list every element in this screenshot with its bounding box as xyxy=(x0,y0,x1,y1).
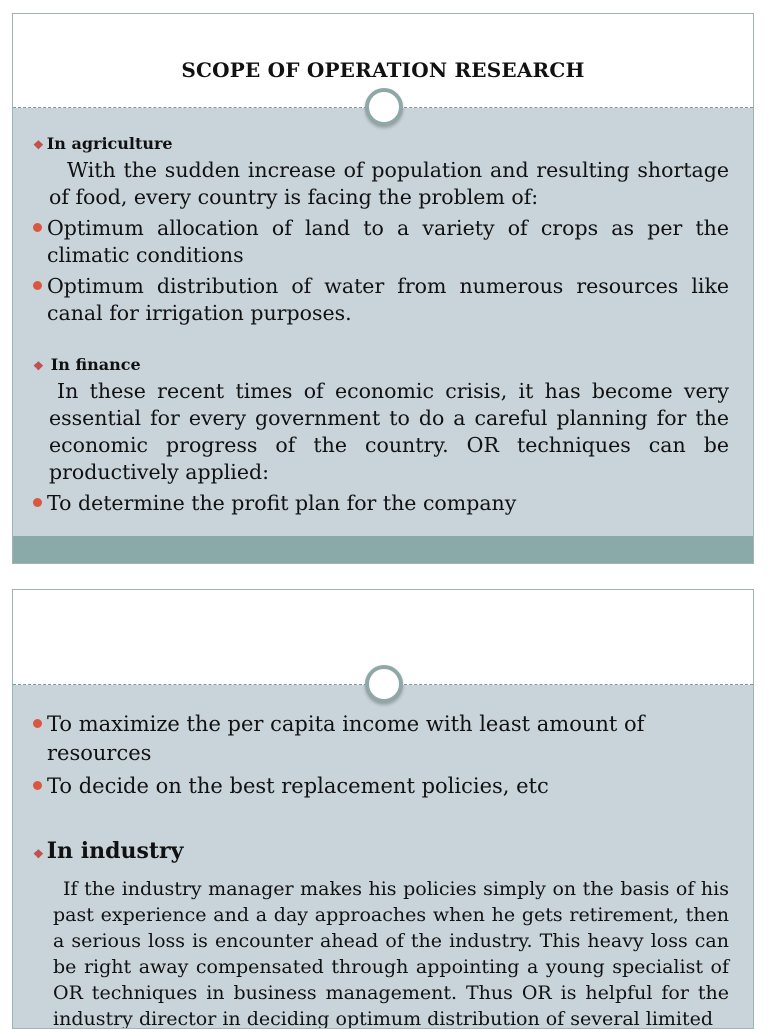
diamond-bullet-icon: ❖ xyxy=(33,359,44,373)
slide-1 xyxy=(12,13,754,564)
section-heading xyxy=(33,837,729,868)
footer-band xyxy=(13,536,753,563)
list-item xyxy=(33,772,729,801)
round-bullet-icon xyxy=(33,281,42,290)
section-intro: In these recent times of economic crisis, it has become very essential for every government to do a careful planning for the economic progress of the country. OR techniques can be productively applied: xyxy=(49,379,729,484)
list-item-text: To determine the profit plan for the company xyxy=(47,491,517,515)
round-bullet-icon xyxy=(33,498,42,507)
list-item xyxy=(33,490,729,517)
section-heading xyxy=(33,353,729,378)
round-bullet-icon xyxy=(33,719,42,728)
section-intro: If the industry manager makes his policies simply on the basis of his past experience and a day approaches when he gets retirement, then a serious loss is encounter ahead of the industry. This heavy loss can be right away compensated through appointing a young specialist of OR techniques in business management. Thus OR is helpful for the industry director in deciding optimum distribution of several limited xyxy=(53,878,729,1029)
list-item-text: Optimum distribution of water from numerous resources like canal for irrigation purposes. xyxy=(47,274,729,325)
list-item xyxy=(33,710,729,768)
round-bullet-icon xyxy=(33,781,42,790)
section-heading xyxy=(33,132,729,157)
ring-icon xyxy=(365,88,403,126)
list-item-text: Optimum allocation of land to a variety of crops as per the climatic conditions xyxy=(47,216,729,267)
slide-content xyxy=(33,132,729,517)
list-item xyxy=(33,215,729,269)
ring-icon xyxy=(365,665,403,703)
slide-2 xyxy=(12,589,754,1029)
slide-title: SCOPE OF OPERATION RESEARCH xyxy=(181,58,585,82)
slide-content xyxy=(33,710,729,1029)
list-item-text: To maximize the per capita income with least amount of resources xyxy=(47,712,645,765)
round-bullet-icon xyxy=(33,223,42,232)
list-item xyxy=(33,273,729,327)
list-item-text: To decide on the best replacement policies, etc xyxy=(47,774,549,798)
section-heading-text: In finance xyxy=(50,355,141,374)
section-heading-text: In agriculture xyxy=(46,134,173,153)
section-heading-text: In industry xyxy=(46,838,184,864)
diamond-bullet-icon: ❖ xyxy=(33,847,44,861)
section-intro: With the sudden increase of population and resulting shortage of food, every country is facing the problem of: xyxy=(49,158,729,209)
diamond-bullet-icon: ❖ xyxy=(33,138,44,152)
